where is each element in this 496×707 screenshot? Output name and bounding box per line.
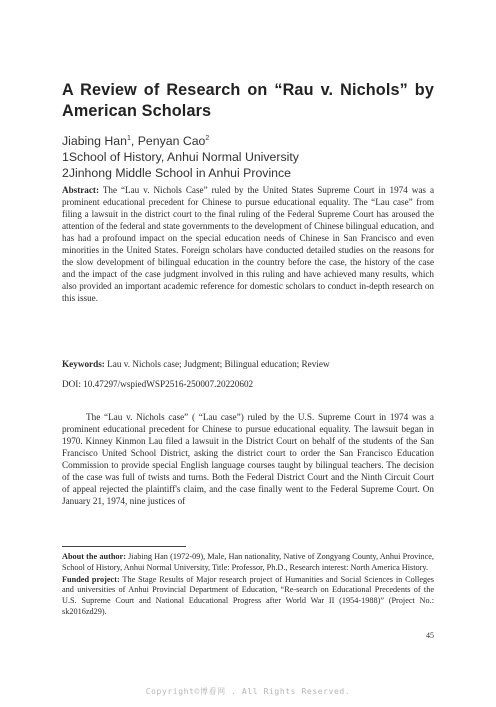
affiliation: 2Jinhong Middle School in Anhui Province: [62, 166, 292, 180]
author-superscript: 1: [126, 134, 131, 142]
copyright-watermark: Copyright©博看网 . All Rights Reserved.: [145, 687, 351, 696]
keywords-text: Lau v. Nichols case; Judgment; Bilingual education; Review: [107, 359, 330, 369]
footnote-text: The Stage Results of Major research project of Humanities and Social Sciences in Colleges and universities of Anhui Provincial Department of Education, “Re-search on Educational Precedents of the U.S. Supreme Court and National Educational Progress after World War II (1954-1988)” (Project No.: sk2016zd29).: [62, 574, 434, 616]
abstract-text: The “Lau v. Nichols Case” ruled by the United States Supreme Court in 1974 was a prominent educational precedent for Chinese to pursue educational equality. The “Lau case” from filing a lawsuit in the district court to the final ruling of the Federal Supreme Court has aroused the attention of the federal and state governments to the development of Chinese bilingual education, and has had a profound impact on the special education needs of Chinese in San Francisco and even minorities in the United States. Foreign scholars have conducted detailed studies on the reasons for the slow development of bilingual education in the country before the case, the history of the case and the impact of the case judgment involved in this ruling and have achieved many results, which also provided an important academic reference for domestic scholars to conduct in-depth research on this issue.: [62, 185, 434, 303]
footnote-funding: [62, 575, 434, 618]
abstract-label: Abstract:: [62, 185, 99, 195]
keywords: [62, 358, 434, 370]
footnote-label: About the author:: [62, 552, 126, 561]
doi: DOI: 10.47297/wspiedWSP2516-250007.20220602: [62, 379, 254, 389]
author-separator: ,: [130, 134, 138, 148]
author-name: Jiabing Han: [62, 134, 127, 148]
footnote-label: Funded project:: [62, 574, 120, 584]
author-superscript: 2: [205, 134, 210, 142]
footnote-text: Jiabing Han (1972-09), Male, Han nationality, Native of Zongyang County, Anhui Province, School of History, Anhui Normal University, Title: Professor, Ph.D., Research interest: North America History.: [62, 552, 434, 572]
footnote-divider: [62, 546, 186, 547]
abstract: [62, 184, 434, 304]
footnotes: [62, 552, 434, 619]
footnote-author: [62, 552, 434, 574]
author-name: Penyan Cao: [137, 134, 206, 148]
paper-title: A Review of Research on “Rau v. Nichols” by American Scholars: [62, 81, 434, 120]
page-number: 45: [426, 631, 434, 640]
affiliation: 1School of History, Anhui Normal University: [62, 150, 299, 164]
body-paragraph: The “Lau v. Nichols case” ( “Lau case”) ruled by the U.S. Supreme Court in 1974 was a prominent educational precedent for Chinese to pursue educational equality. The lawsuit began in 1970. Kinney Kinmon Lau filed a lawsuit in the District Court on behalf of the students of the San Francisco United School District, asking the district court to order the San Francisco Education Commission to provide special English language courses taught by bilingual teachers. The decision of the case was full of twists and turns. Both the Federal District Court and the Ninth Circuit Court of appeal rejected the plaintiff's claim, and the case finally went to the Federal Supreme Court. On January 21, 1974, nine justices of: [62, 412, 434, 506]
keywords-label: Keywords:: [62, 359, 105, 369]
author-block: [62, 133, 299, 181]
